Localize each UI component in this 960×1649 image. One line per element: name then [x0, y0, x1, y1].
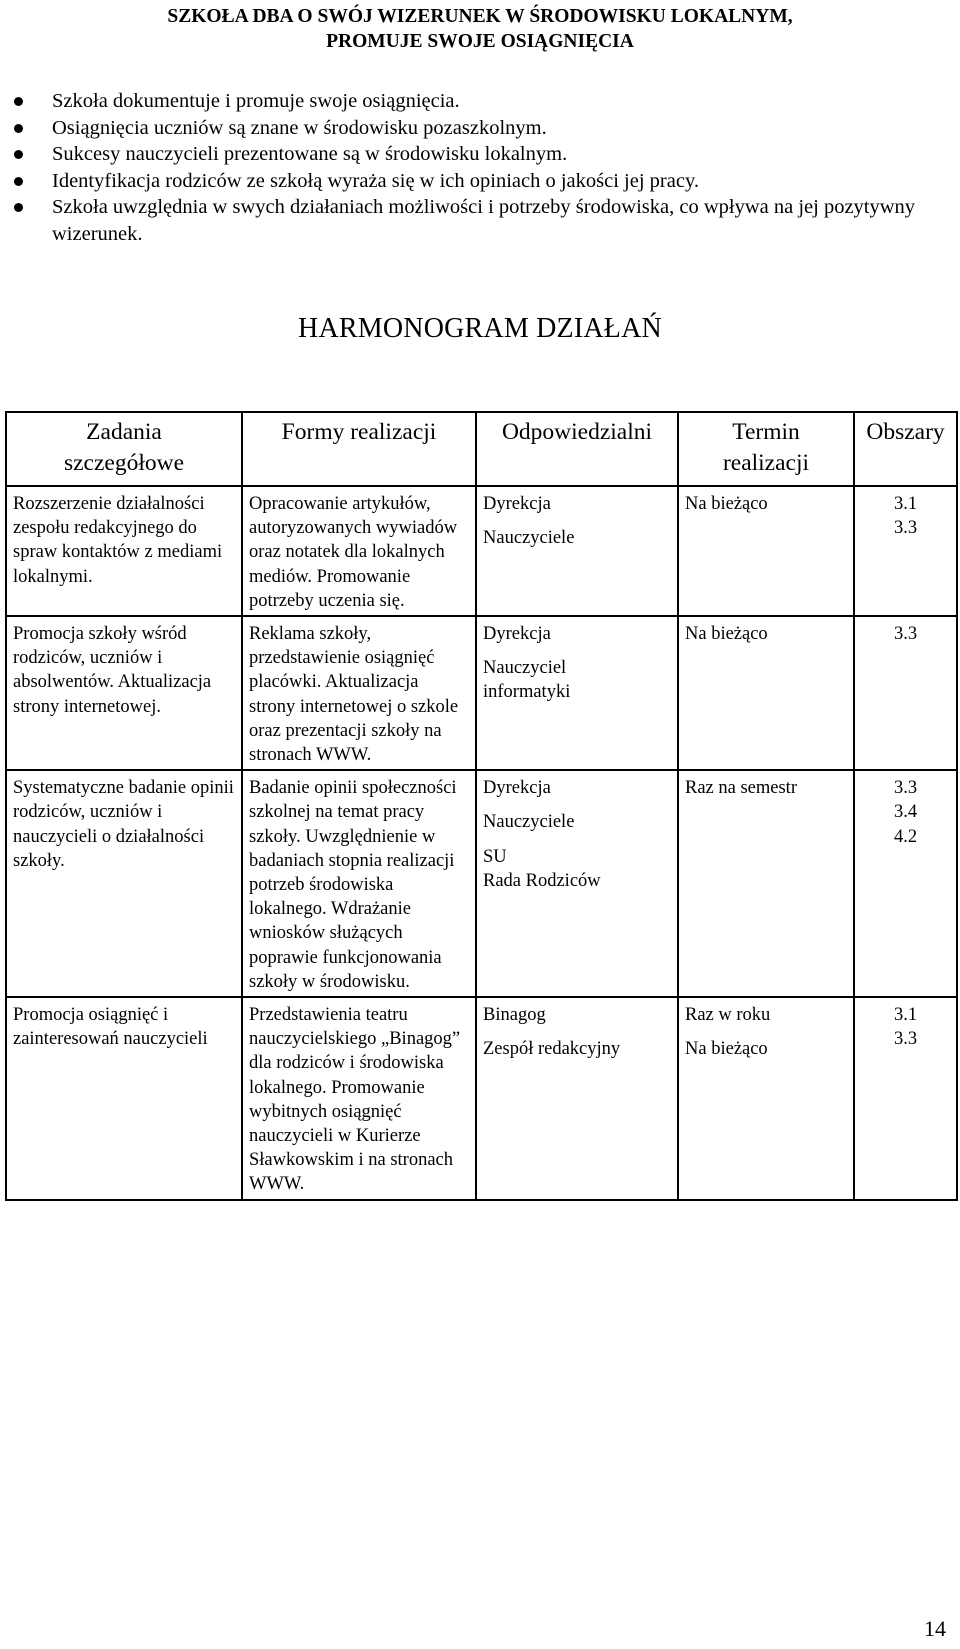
table-row: [6, 486, 957, 616]
cell-odpowiedzialni: Dyrekcja Nauczyciele: [476, 486, 678, 616]
cell-obszary: 3.1 3.3: [854, 486, 957, 616]
cell-zadania: Rozszerzenie działalności zespołu redakcyjnego do spraw kontaktów z mediami lokalnymi.: [6, 486, 242, 616]
table-row: [6, 997, 957, 1200]
cell-formy: Przedstawienia teatru nauczycielskiego „Binagog” dla rodziców i środowiska lokalnego. Promowanie wybitnych osiągnięć nauczycieli w Kurierze Sławkowskim i na stronach WWW.: [242, 997, 476, 1200]
cell-formy: Reklama szkoły, przedstawienie osiągnięć placówki. Aktualizacja strony internetowej o szkole oraz prezentacji szkoły na stronach WWW.: [242, 616, 476, 770]
page-number: 14: [924, 1616, 946, 1641]
cell-termin: Raz na semestr: [678, 770, 854, 997]
table-row: [6, 616, 957, 770]
header-termin: Termin realizacji: [678, 412, 854, 486]
header-odpowiedzialni: Odpowiedzialni: [476, 412, 678, 486]
bullet-icon: [14, 124, 23, 133]
bullet-item: Identyfikacja rodziców ze szkołą wyraża się w ich opiniach o jakości jej pracy.: [14, 168, 944, 195]
table-header-row: [6, 412, 957, 486]
bullet-icon: [14, 97, 23, 106]
cell-termin: Na bieżąco: [678, 616, 854, 770]
document-heading: [0, 4, 960, 54]
cell-obszary: 3.3: [854, 616, 957, 770]
bullet-item: Szkoła uwzględnia w swych działaniach możliwości i potrzeby środowiska, co wpływa na jej pozytywny wizerunek.: [14, 194, 944, 247]
header-formy: Formy realizacji: [242, 412, 476, 486]
section-title: HARMONOGRAM DZIAŁAŃ: [298, 313, 662, 344]
heading-line-1: SZKOŁA DBA O SWÓJ WIZERUNEK W ŚRODOWISKU LOKALNYM,: [167, 6, 793, 27]
cell-obszary: 3.3 3.4 4.2: [854, 770, 957, 997]
header-obszary: Obszary: [854, 412, 957, 486]
bullet-list: [14, 88, 944, 247]
heading-line-2: PROMUJE SWOJE OSIĄGNIĘCIA: [326, 31, 634, 52]
bullet-item: Sukcesy nauczycieli prezentowane są w środowisku lokalnym.: [14, 141, 944, 168]
cell-zadania: Promocja szkoły wśród rodziców, uczniów i absolwentów. Aktualizacja strony internetowej.: [6, 616, 242, 770]
cell-termin: Na bieżąco: [678, 486, 854, 616]
cell-odpowiedzialni: Dyrekcja Nauczyciel informatyki: [476, 616, 678, 770]
schedule-table: [5, 411, 958, 1201]
bullet-icon: [14, 150, 23, 159]
table-row: [6, 770, 957, 997]
bullet-item: Szkoła dokumentuje i promuje swoje osiągnięcia.: [14, 88, 944, 115]
cell-formy: Opracowanie artykułów, autoryzowanych wywiadów oraz notatek dla lokalnych mediów. Promowanie potrzeby uczenia się.: [242, 486, 476, 616]
cell-formy: Badanie opinii społeczności szkolnej na temat pracy szkoły. Uwzględnienie w badaniach stopnia realizacji potrzeb środowiska lokalnego. Wdrażanie wniosków służących poprawie funkcjonowania szkoły w środowisku.: [242, 770, 476, 997]
cell-zadania: Systematyczne badanie opinii rodziców, uczniów i nauczycieli o działalności szkoły.: [6, 770, 242, 997]
bullet-icon: [14, 177, 23, 186]
cell-obszary: 3.1 3.3: [854, 997, 957, 1200]
cell-termin: Raz w roku Na bieżąco: [678, 997, 854, 1200]
bullet-item: Osiągnięcia uczniów są znane w środowisku pozaszkolnym.: [14, 115, 944, 142]
cell-zadania: Promocja osiągnięć i zainteresowań nauczycieli: [6, 997, 242, 1200]
header-zadania: Zadania szczegółowe: [6, 412, 242, 486]
bullet-icon: [14, 203, 23, 212]
cell-odpowiedzialni: Dyrekcja Nauczyciele SU Rada Rodziców: [476, 770, 678, 997]
cell-odpowiedzialni: Binagog Zespół redakcyjny: [476, 997, 678, 1200]
